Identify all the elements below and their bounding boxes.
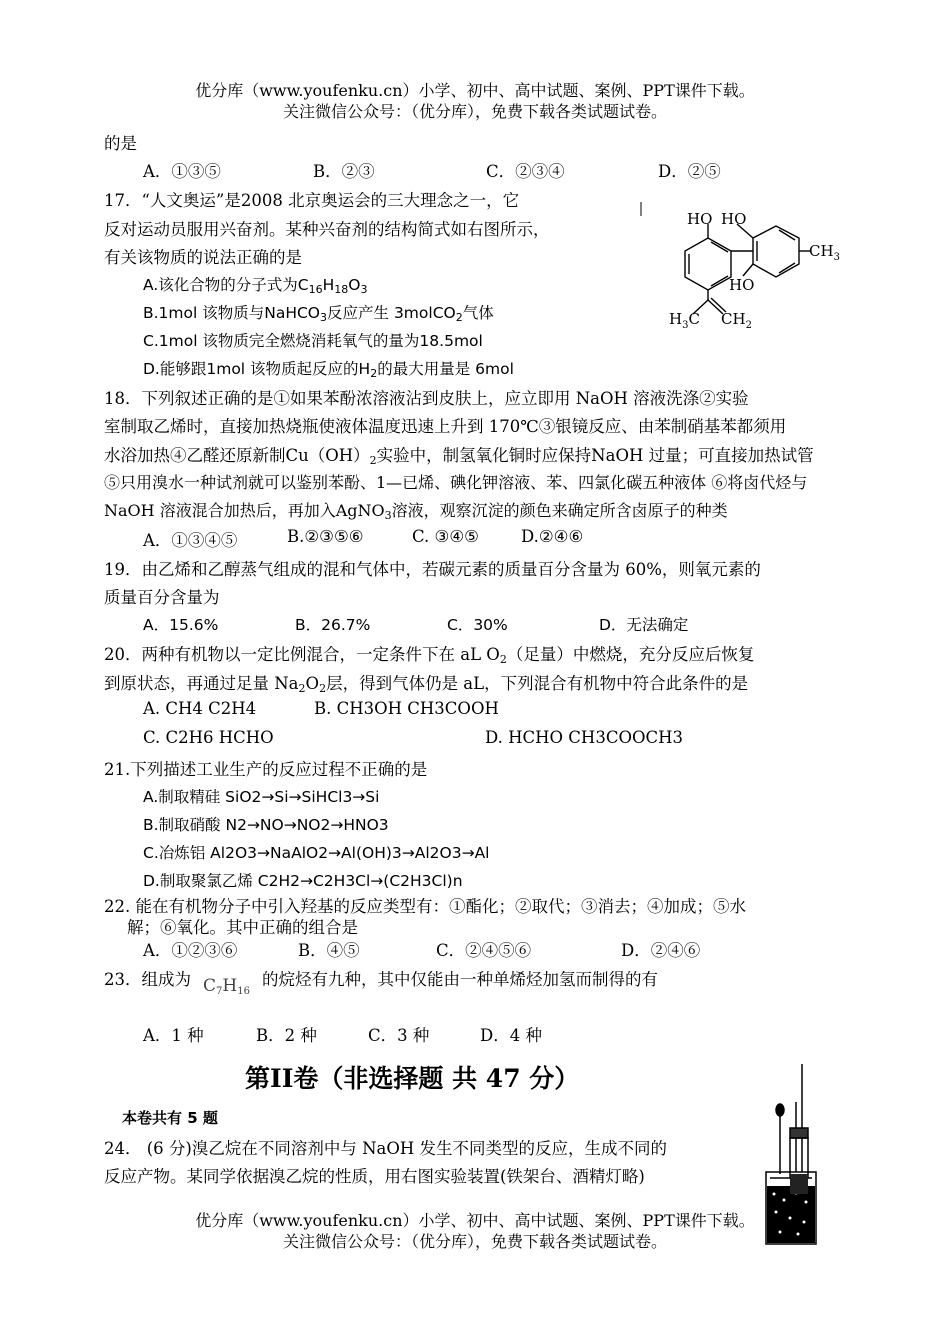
q23-option-d: D．4 种	[480, 1026, 542, 1045]
header-line-1: 优分库（www.youfenku.cn）小学、初中、高中试题、案例、PPT课件下载。	[195, 81, 755, 100]
oh-label-2: HO	[721, 210, 747, 228]
q19-line-1: 19．由乙烯和乙醇蒸气组成的混和气体中，若碳元素的质量百分含量为 60%，则氧元素的	[104, 560, 761, 579]
q19-option-d: D．无法确定	[599, 616, 689, 634]
h3c-label: $H_3C$	[669, 310, 700, 331]
q16-option-d: D．②⑤	[658, 162, 721, 181]
q23-line: 的烷烃有九种，其中仅能由一种单烯烃加氢而制得的有	[262, 970, 658, 989]
oh-label-1: HO	[687, 210, 713, 228]
q20-line-2: 到原状态，再通过足量 $Na_2O_2$层，得到气体仍是 aL，下列混合有机物中符合此条件的是	[104, 674, 749, 695]
q17-option-a: A.该化合物的分子式为$C_{16}H_{18}O_3$	[143, 276, 368, 296]
molecule-structure-diagram	[633, 196, 840, 344]
q21-line-1: 21.下列描述工业生产的反应过程不正确的是	[104, 760, 428, 779]
q17-line-1: 17．“人文奥运”是2008 北京奥运会的三大理念之一，它	[104, 191, 520, 210]
q18-line-3: 水浴加热④乙醛还原新制$Cu(OH)_2$实验中，制氢氧化铜时应保持NaOH 过量；可直接加热试管	[104, 446, 814, 467]
q17-option-b: B.1mol 该物质与NaHCO$_3$反应产生 3molCO$_2$气体	[143, 304, 494, 324]
q17-option-d: D.能够跟1mol 该物质起反应的$H_2$的最大用量是 6mol	[143, 360, 514, 380]
q23-option-a: A．1 种	[143, 1026, 204, 1045]
footer-line-2: 关注微信公众号：（优分库），免费下载各类试题试卷。	[282, 1232, 667, 1251]
header-line-2: 关注微信公众号：（优分库），免费下载各类试题试卷。	[282, 102, 667, 121]
ch2-label: $CH_2$	[721, 310, 752, 331]
ch3-label: $CH_3$	[809, 242, 840, 263]
q18-line-5: NaOH 溶液混合加热后，再加入AgNO$_3$溶液，观察沉淀的颜色来确定所含卤原子的种类	[104, 501, 728, 522]
q23-formula: $C_7H_{16}$	[203, 976, 250, 997]
q19-option-a: A．15.6%	[143, 616, 219, 634]
q18-line-1: 18．下列叙述正确的是①如果苯酚浓溶液沾到皮肤上，应立即用 NaOH 溶液洗涤②实验	[104, 389, 749, 408]
q16-option-c: C．②③④	[486, 162, 565, 181]
q23-option-c: C．3 种	[368, 1026, 430, 1045]
q22-option-d: D．②④⑥	[621, 941, 701, 960]
q18-option-c: C. ③④⑤	[412, 527, 479, 546]
q19-line-2: 质量百分含量为	[104, 588, 220, 607]
q23-option-b: B．2 种	[256, 1026, 317, 1045]
part-2-title: 第II卷（非选择题 共 47 分）	[245, 1064, 580, 1093]
q21-option-d: D.制取聚氯乙烯 C2H2→C2H3Cl→(C2H3Cl)n	[143, 872, 463, 890]
q19-option-c: C．30%	[447, 616, 508, 634]
molecule-bonds	[693, 224, 811, 314]
q21-option-a: A.制取精硅 SiO2→Si→SiHCl3→Si	[143, 788, 380, 806]
q22-line-2: 解；⑥氧化。其中正确的组合是	[127, 918, 358, 937]
q18-line-2: 室制取乙烯时，直接加热烧瓶使液体温度迅速上升到 170℃③银镜反应、由苯制硝基苯都须用	[104, 417, 787, 436]
q24-line-2: 反应产物。某同学依据溴乙烷的性质，用右图实验装置(铁架台、酒精灯略)	[104, 1167, 645, 1186]
q20-option-d: D. HCHO CH3COOCH3	[485, 728, 684, 747]
q24-line-1: 24． (6 分)溴乙烷在不同溶剂中与 NaOH 发生不同类型的反应，生成不同的	[104, 1139, 668, 1158]
part-2-note: 本卷共有 5 题	[122, 1109, 218, 1127]
q22-option-b: B．④⑤	[298, 941, 360, 960]
q20-option-c: C. C2H6 HCHO	[143, 728, 274, 747]
q17-option-c: C.1mol 该物质完全燃烧消耗氧气的量为18.5mol	[143, 332, 483, 350]
oh-label-3: HO	[729, 276, 755, 294]
q18-option-a: A．①③④⑤	[143, 531, 238, 550]
q16-option-a: A．①③⑤	[143, 162, 221, 181]
q22-option-a: A．①②③⑥	[143, 941, 238, 960]
right-benzene-ring	[753, 226, 799, 277]
q18-option-d: D.②④⑥	[521, 527, 584, 546]
q18-option-b: B.②③⑤⑥	[287, 527, 364, 546]
footer-line-1: 优分库（www.youfenku.cn）小学、初中、高中试题、案例、PPT课件下载。	[195, 1211, 755, 1230]
q20-line-1: 20．两种有机物以一定比例混合，一定条件下在 aL $O_2$（足量）中燃烧，充分反应后恢复	[104, 645, 755, 666]
q21-option-b: B.制取硝酸 N2→NO→NO2→HNO3	[143, 816, 389, 834]
q17-line-3: 有关该物质的说法正确的是	[104, 248, 302, 267]
q17-line-2: 反对运动员服用兴奋剂。某种兴奋剂的结构简式如右图所示，	[104, 220, 550, 239]
q20-option-b: B. CH3OH CH3COOH	[314, 699, 499, 718]
q22-option-c: C．②④⑤⑥	[436, 941, 532, 960]
q16-option-b: B．②③	[313, 162, 375, 181]
q23-prefix: 23．组成为	[104, 970, 191, 989]
left-benzene-ring	[685, 238, 731, 290]
q19-option-b: B．26.7%	[295, 616, 371, 634]
q20-option-a: A. CH4 C2H4	[143, 699, 257, 718]
q18-line-4: ⑤只用溴水一种试剂就可以鉴别苯酚、1—已烯、碘化钾溶液、苯、四氯化碳五种液体 ⑥将卤代烃与	[104, 473, 808, 492]
q22-line-1: 22. 能在有机物分子中引入羟基的反应类型有：①酯化；②取代；③消去；④加成；⑤水	[104, 897, 746, 916]
q16-tail: 的是	[104, 134, 137, 153]
q21-option-c: C.冶炼铝 Al2O3→NaAlO2→Al(OH)3→Al2O3→Al	[143, 844, 490, 862]
